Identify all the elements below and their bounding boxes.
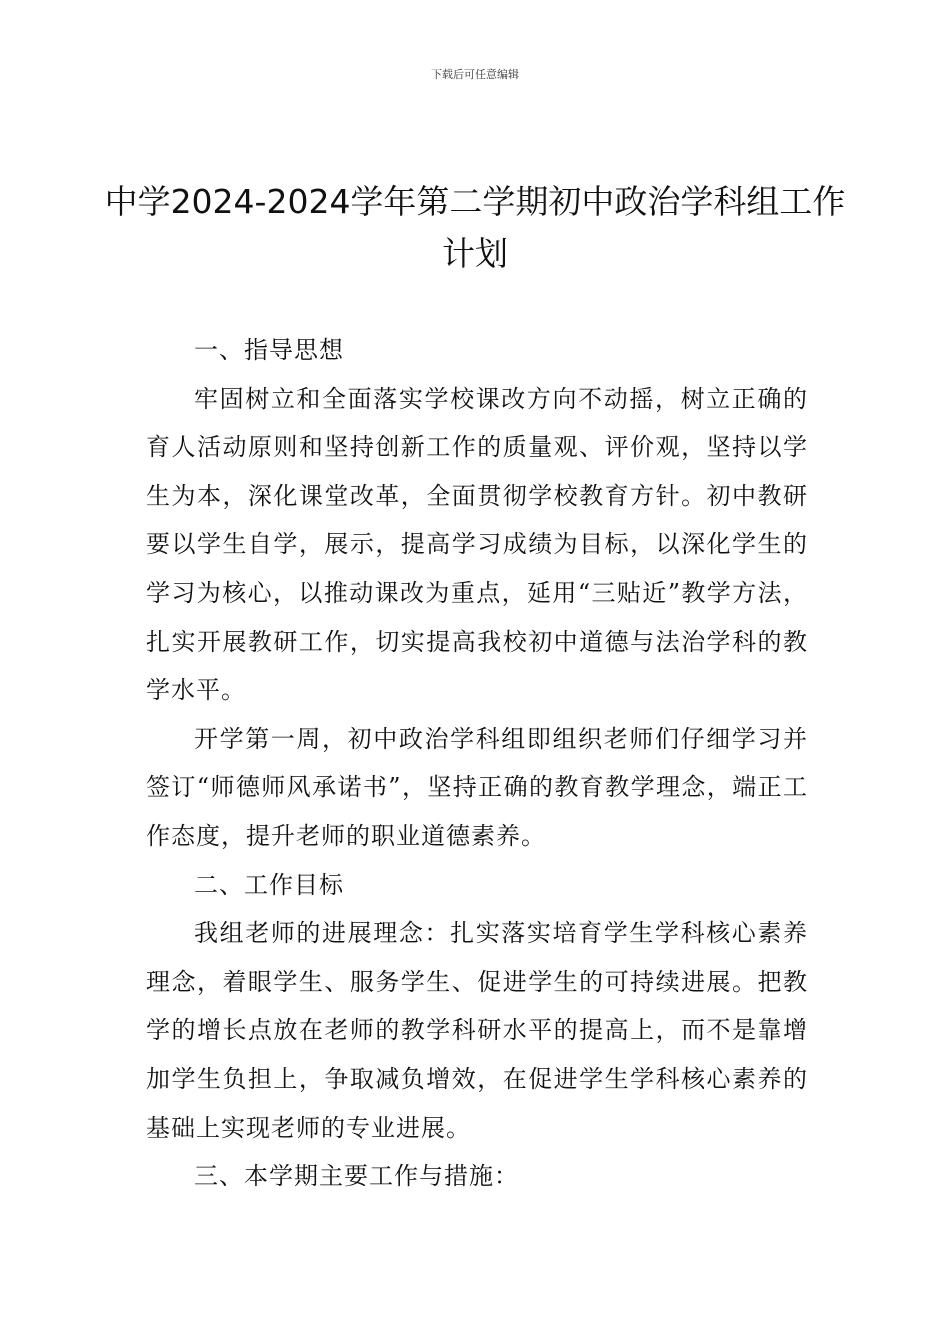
paragraph-guiding-ideology-1: 牢固树立和全面落实学校课改方向不动摇，树立正确的育人活动原则和坚持创新工作的质量观、评价观，坚持以学生为本，深化课堂改革，全面贯彻学校教育方针。初中教研要以学生自学，展示，提高学习成绩为目标，以深化学生的学习为核心，以推动课改为重点，延用“三贴近”教学方法，扎实开展教研工作，切实提高我校初中道德与法治学科的教学水平。 xyxy=(146,384,808,705)
document-title: 中学2024-2024学年第二学期初中政治学科组工作计划 xyxy=(104,182,846,273)
document-body xyxy=(146,326,808,1201)
header-note: 下载后可任意编辑 xyxy=(431,68,519,81)
section-heading-main-work: 三、本学期主要工作与措施： xyxy=(194,1162,519,1191)
paragraph-guiding-ideology-2: 开学第一周，初中政治学科组即组织老师们仔细学习并签订“师德师风承诺书”，坚持正确的教育教学理念，端正工作态度，提升老师的职业道德素养。 xyxy=(146,724,808,850)
section-heading-guiding-ideology: 一、指导思想 xyxy=(194,336,344,364)
section-heading-work-goals: 二、工作目标 xyxy=(194,870,344,899)
paragraph-work-goals: 我组老师的进展理念：扎实落实培育学生学科核心素养理念，着眼学生、服务学生、促进学生的可持续进展。把教学的增长点放在老师的教学科研水平的提高上，而不是靠增加学生负担上，争取减负增效，在促进学生学科核心素养的基础上实现老师的专业进展。 xyxy=(146,919,808,1142)
